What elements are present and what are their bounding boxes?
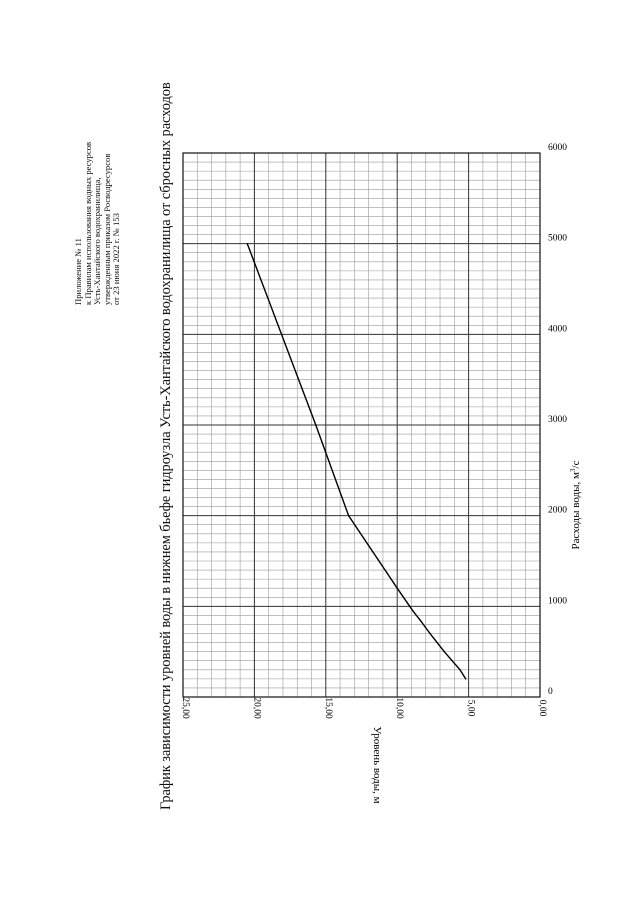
data-point — [429, 633, 430, 634]
x-tick-label: 0 — [548, 687, 553, 697]
grid-layer — [183, 153, 540, 697]
data-point — [412, 610, 413, 611]
x-tick-label: 3000 — [548, 415, 567, 425]
data-point — [419, 619, 420, 620]
data-point — [465, 678, 466, 679]
appendix-line-5: от 23 июня 2022 г. № 153 — [111, 213, 122, 305]
chart-title: График зависимости уровней воды в нижнем бьефе гидроузла Усть-Хантайского водохранилища от сбросных расходов — [158, 82, 174, 810]
data-point — [444, 651, 445, 652]
data-point — [315, 424, 316, 425]
appendix-line-2: к Правилам использования водных ресурсов — [82, 141, 93, 305]
y-axis-label: Уровень воды, м — [371, 726, 383, 804]
y-tick-label: 20,00 — [251, 697, 262, 719]
x-axis-label-sup: 3 — [569, 468, 577, 472]
data-point — [247, 243, 248, 244]
y-tick-label: 10,00 — [394, 697, 405, 719]
x-axis-label — [569, 460, 582, 549]
y-tick-label: 15,00 — [322, 697, 333, 719]
data-point — [459, 669, 460, 670]
y-tick-label: 5,00 — [465, 699, 476, 717]
x-tick-label: 4000 — [548, 324, 567, 335]
x-tick-label: 2000 — [548, 505, 567, 516]
x-axis-label-base: Расходы воды, м — [570, 471, 582, 550]
x-axis-label-tail: /с — [570, 460, 582, 469]
y-tick-label: 0,00 — [537, 699, 547, 717]
appendix-line-1: Приложение № 11 — [73, 238, 83, 305]
appendix-line-3: Усть-Хантайского водохранилища, — [92, 177, 103, 305]
x-tick-label: 6000 — [548, 143, 567, 153]
data-point — [281, 334, 282, 335]
data-point — [348, 515, 349, 516]
x-tick-label: 5000 — [548, 233, 567, 244]
y-tick-label: 25,00 — [180, 697, 190, 719]
x-tick-label: 1000 — [548, 596, 567, 607]
axis-layer — [180, 143, 567, 719]
data-point — [397, 588, 398, 589]
appendix-line-4: утвержденным приказом Росводресурсов — [101, 153, 112, 305]
